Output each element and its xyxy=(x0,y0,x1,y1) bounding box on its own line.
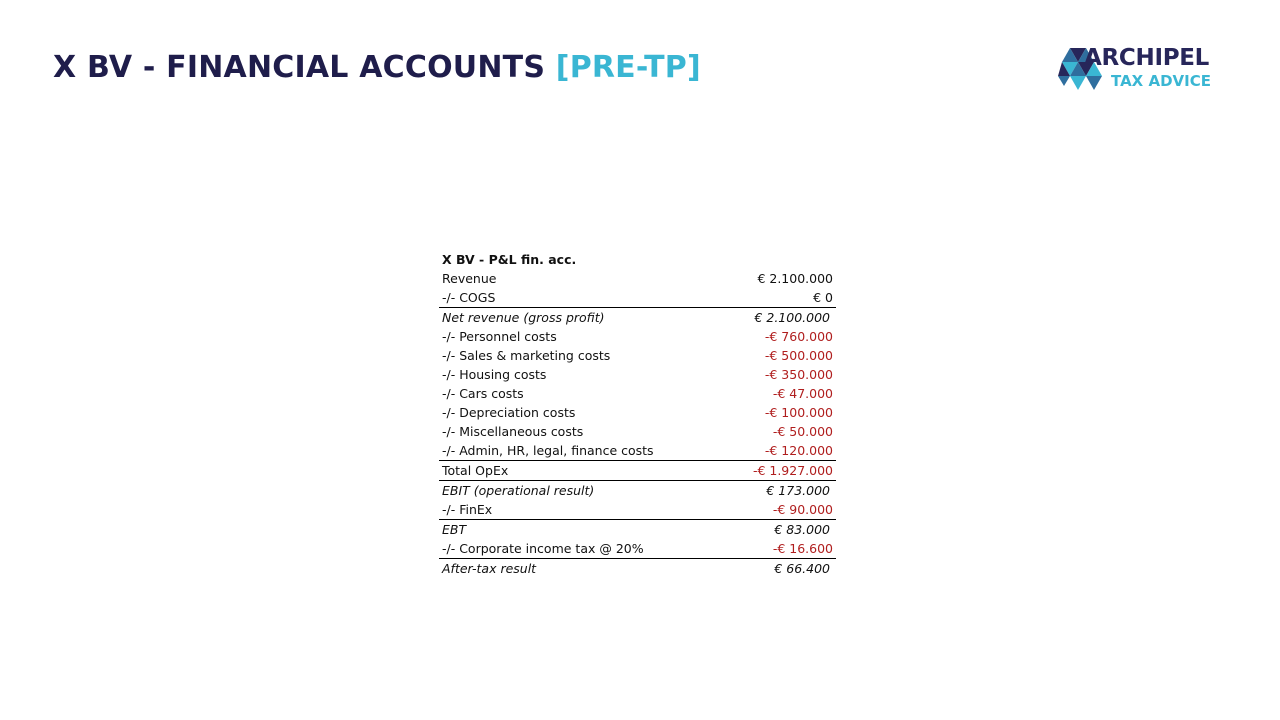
row-value: -€ 1.927.000 xyxy=(723,461,836,481)
logo-subtitle: TAX ADVICE xyxy=(1111,72,1211,90)
table-row xyxy=(439,559,836,579)
row-label: After-tax result xyxy=(442,561,537,576)
slide-title-tag: [PRE-TP] xyxy=(555,50,701,85)
row-label: Net revenue (gross profit) xyxy=(442,310,605,325)
table-row xyxy=(439,403,836,422)
row-value: € 173.000 xyxy=(766,483,830,498)
row-label: -/- Corporate income tax @ 20% xyxy=(439,539,723,559)
row-value: -€ 100.000 xyxy=(764,405,833,420)
table-row xyxy=(439,461,836,481)
row-label: -/- Housing costs xyxy=(442,367,547,382)
pl-table xyxy=(439,250,836,578)
row-value: -€ 16.600 xyxy=(723,539,836,559)
table-row xyxy=(439,288,836,308)
table-row xyxy=(439,481,836,501)
row-value: -€ 500.000 xyxy=(764,348,833,363)
row-value: € 2.100.000 xyxy=(754,310,830,325)
row-value: € 2.100.000 xyxy=(757,271,833,286)
table-row xyxy=(439,500,836,520)
row-label: -/- Miscellaneous costs xyxy=(442,424,584,439)
table-row xyxy=(439,422,836,441)
row-value: -€ 90.000 xyxy=(723,500,836,520)
row-label: -/- Admin, HR, legal, finance costs xyxy=(439,441,723,461)
row-label: -/- Depreciation costs xyxy=(442,405,576,420)
row-label: EBIT (operational result) xyxy=(442,483,595,498)
row-value: -€ 120.000 xyxy=(723,441,836,461)
row-label: EBT xyxy=(442,522,467,537)
row-value: -€ 760.000 xyxy=(764,329,833,344)
table-row xyxy=(439,384,836,403)
row-value: € 83.000 xyxy=(774,522,830,537)
row-label: Total OpEx xyxy=(439,461,723,481)
table-row xyxy=(439,441,836,461)
row-value: -€ 47.000 xyxy=(772,386,833,401)
table-header-row xyxy=(439,250,836,269)
table-row xyxy=(439,520,836,540)
row-label: -/- COGS xyxy=(439,288,723,308)
table-row xyxy=(439,539,836,559)
archipel-logo xyxy=(1058,44,1238,96)
row-label: -/- Cars costs xyxy=(442,386,524,401)
row-value: -€ 350.000 xyxy=(764,367,833,382)
table-row xyxy=(439,346,836,365)
row-label: Revenue xyxy=(442,271,497,286)
table-row xyxy=(439,365,836,384)
row-label: -/- FinEx xyxy=(439,500,723,520)
row-value: € 66.400 xyxy=(774,561,830,576)
slide-title xyxy=(53,50,701,85)
table-title: X BV - P&L fin. acc. xyxy=(442,252,577,267)
row-value: € 0 xyxy=(723,288,836,308)
slide-title-main: X BV - FINANCIAL ACCOUNTS xyxy=(53,50,546,85)
table-row xyxy=(439,269,836,288)
logo-wordmark: ARCHIPEL xyxy=(1084,45,1210,71)
row-label: -/- Personnel costs xyxy=(442,329,557,344)
table-row xyxy=(439,308,836,328)
row-label: -/- Sales & marketing costs xyxy=(442,348,611,363)
row-value: -€ 50.000 xyxy=(772,424,833,439)
table-row xyxy=(439,327,836,346)
